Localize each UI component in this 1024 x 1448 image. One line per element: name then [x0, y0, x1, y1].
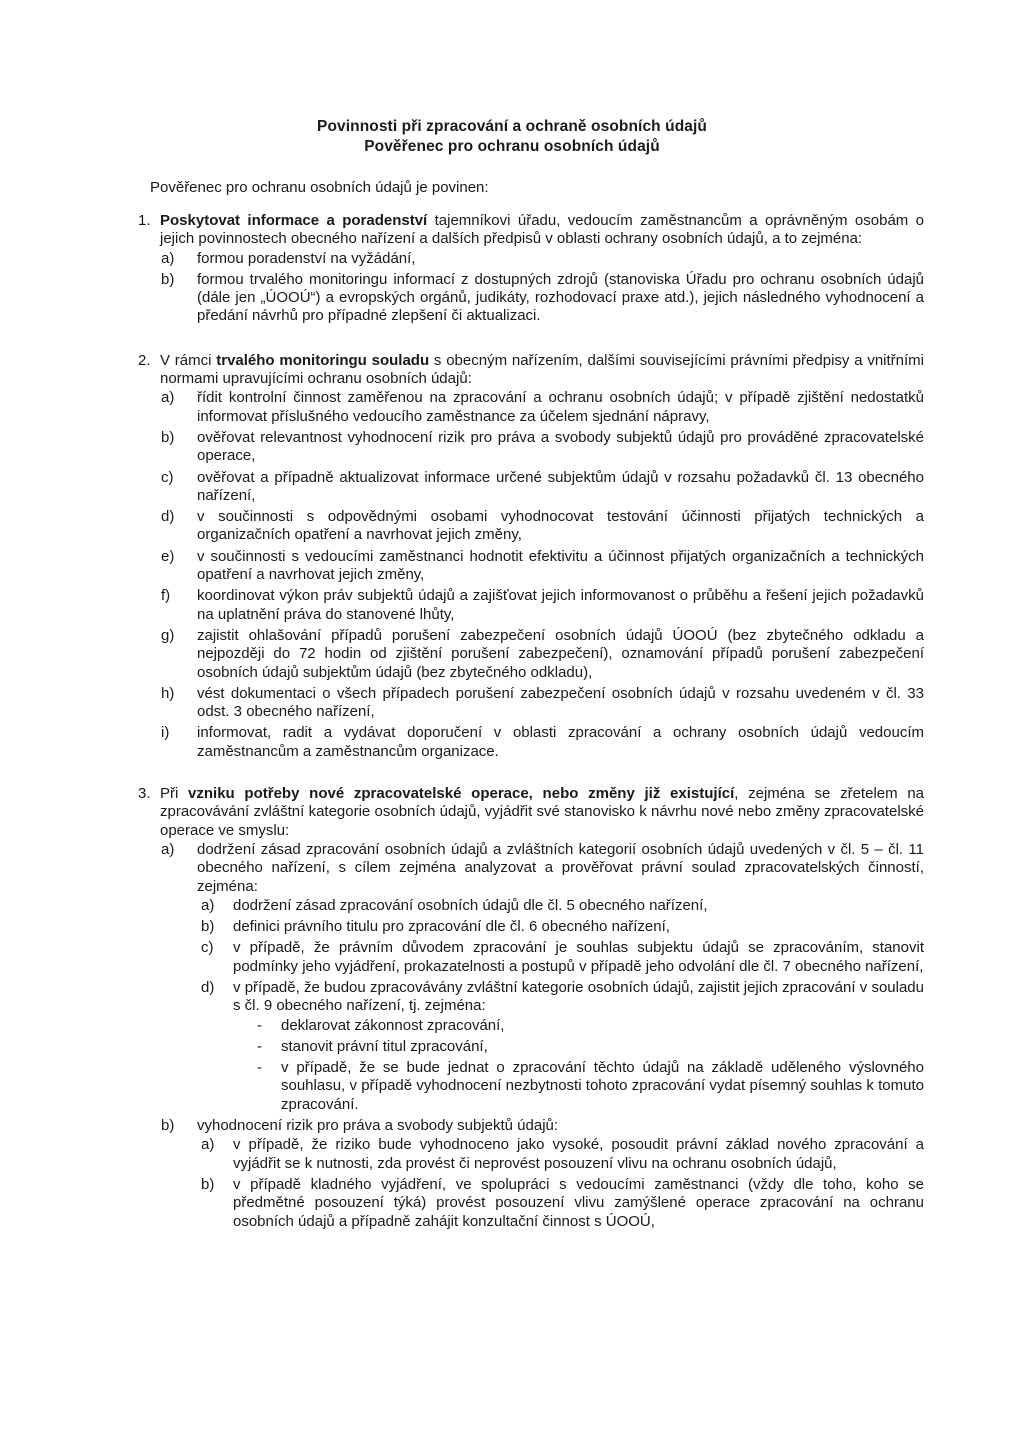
sublist-item — [200, 1136, 924, 1173]
sublist-item-label: a) — [201, 1136, 215, 1154]
list-item-label: f) — [161, 587, 171, 605]
dash-bullet: - — [257, 1016, 262, 1034]
dash-item — [241, 1038, 924, 1056]
list-item-text: formou trvalého monitoringu informací z dostupných zdrojů (stanoviska Úřadu pro ochranu osobních údajů (dále jen „ÚOOÚ“) a evropských orgánů, judikáty, rozhodovací praxe atd.), jejich následného vyhodnocení a předání návrhů pro případné zlepšení či aktualizaci. — [197, 270, 924, 325]
dash-item-text: deklarovat zákonnost zpracování, — [281, 1016, 505, 1034]
sublist-item-text: definici právního titulu pro zpracování dle čl. 6 obecného nařízení, — [233, 918, 670, 936]
section-text: tajemníkovi úřadu, vedoucím zaměstnancům a oprávněným osobám o jejich povinnostech obecného nařízení a dalších předpisů v oblasti ochrany osobních údajů, a to zejména: — [160, 212, 924, 248]
list-item — [160, 548, 924, 585]
list-item-text: ověřovat a případně aktualizovat informace určené subjektům údajů v rozsahu požadavků čl. 13 obecného nařízení, — [197, 468, 924, 504]
list-item — [160, 250, 924, 268]
sublist-item-text: v případě kladného vyjádření, ve spolupráci s vedoucími zaměstnanci (vždy dle toho, koho se předmětné posouzení týká) provést posouzení vlivu zamýšlené operace zpracování na ochranu osobních údajů a případně zahájit konzultační činnost s ÚOOÚ, — [233, 1175, 924, 1230]
list-item-text: ověřovat relevantnost vyhodnocení rizik pro práva a svobody subjektů údajů pro prováděné zpracovatelské operace, — [197, 428, 924, 465]
sublist-item-label: a) — [201, 896, 215, 914]
list-item — [160, 508, 924, 545]
list-item-text: formou poradenství na vyžádání, — [197, 249, 416, 267]
sublist-item-label: b) — [201, 1175, 215, 1193]
section-text: , zejména se zřetelem na zpracovávání zvláštní kategorie osobních údajů, vyjádřit své stanovisko k návrhu nové nebo změny zpracovatelské operace ve smyslu: — [160, 785, 925, 839]
list-item — [160, 469, 924, 506]
list-item — [160, 429, 924, 466]
list-item-text: řídit kontrolní činnost zaměřenou na zpracování a ochranu osobních údajů; v případě zjištění nedostatků informovat příslušného vedoucího zaměstnance za účelem sjednání nápravy, — [197, 389, 924, 425]
section-2-list — [160, 389, 924, 761]
section-bold-text: trvalého monitoringu souladu — [216, 351, 430, 369]
section-text: s obecným nařízením, dalšími souvisejícími právními předpisy a vnitřními normami upravujícími ochranu osobních údajů: — [160, 351, 924, 388]
list-item-label: a) — [161, 249, 175, 267]
list-item — [160, 271, 924, 326]
sublist-item-text: v případě, že budou zpracovávány zvláštní kategorie osobních údajů, zajistit jejich zpracování v souladu s čl. 9 obecného nařízení, tj. zejména: — [233, 978, 924, 1015]
list-item-label: b) — [161, 428, 175, 446]
section-2 — [138, 352, 924, 761]
sublist — [200, 1136, 924, 1230]
list-item-label: a) — [161, 840, 175, 858]
document-body — [138, 212, 924, 1234]
list-item-label: h) — [161, 684, 175, 702]
list-item — [160, 389, 924, 426]
list-item-text: v součinnosti s odpovědnými osobami vyhodnocovat testování účinnosti přijatých technických a organizačních opatření a navrhovat jejich změny, — [197, 508, 924, 544]
dash-item-text: stanovit právní titul zpracování, — [281, 1037, 488, 1055]
sublist-item — [200, 897, 924, 915]
section-3 — [138, 785, 924, 1231]
list-item-text: vyhodnocení rizik pro práva a svobody subjektů údajů: — [197, 1117, 559, 1135]
section-1-list — [160, 250, 924, 326]
section-bold-text: vzniku potřeby nové zpracovatelské operace, nebo změny již existující — [188, 785, 735, 803]
intro-text: Pověřenec pro ochranu osobních údajů je povinen: — [150, 179, 489, 196]
list-item — [160, 685, 924, 722]
list-item — [160, 587, 924, 624]
list-item — [160, 1117, 924, 1231]
section-text-prefix: Při — [160, 785, 189, 803]
sublist-item — [200, 939, 924, 976]
list-item-text: koordinovat výkon práv subjektů údajů a zajišťovat jejich informovanost o průběhu a řešení jejich požadavků na uplatnění práva do stanovené lhůty, — [197, 587, 924, 623]
sublist-item — [200, 979, 924, 1114]
dash-item — [241, 1017, 924, 1035]
dash-list — [241, 1017, 924, 1114]
section-number: 2. — [138, 351, 151, 369]
list-item-text: v součinnosti s vedoucími zaměstnanci hodnotit efektivitu a účinnost přijatých organizačních a technických opatření a navrhovat jejich změny, — [197, 547, 924, 584]
document-subtitle: Pověřenec pro ochranu osobních údajů — [364, 138, 660, 155]
section-text-prefix: V rámci — [160, 351, 217, 369]
list-item-label: e) — [161, 547, 175, 565]
section-3-list — [160, 841, 924, 1231]
list-item-text: vést dokumentaci o všech případech porušení zabezpečení osobních údajů v rozsahu uvedeném v čl. 33 odst. 3 obecného nařízení, — [197, 684, 924, 721]
dash-item — [241, 1059, 924, 1114]
section-number: 1. — [138, 212, 151, 229]
sublist-item-label: d) — [201, 978, 215, 996]
list-item-text: informovat, radit a vydávat doporučení v oblasti zpracování a ochrany osobních údajů vedoucím zaměstnancům a zaměstnancům organizace. — [197, 724, 924, 760]
section-1 — [138, 212, 924, 326]
list-item — [160, 627, 924, 682]
sublist-item-text: v případě, že právním důvodem zpracování je souhlas subjektu údajů se zpracováním, stanovit podmínky jeho vyjádření, prokazatelnosti a postupů v případě jeho odvolání dle čl. 7 obecného nařízení, — [233, 939, 924, 975]
list-item-label: g) — [161, 626, 175, 644]
list-item-text: zajistit ohlašování případů porušení zabezpečení osobních údajů ÚOOÚ (bez zbytečného odkladu a nejpozději do 72 hodin od zjištění porušení zabezpečení), oznamování případů porušení zabezpečení osobních údajů subjektům údajů (bez zbytečného odkladu), — [197, 626, 924, 681]
list-item-label: b) — [161, 1117, 175, 1135]
sublist-item — [200, 1176, 924, 1231]
dash-bullet: - — [257, 1059, 262, 1077]
document-title: Povinnosti při zpracování a ochraně osobních údajů — [317, 118, 707, 135]
dash-bullet: - — [257, 1037, 262, 1055]
list-item-label: a) — [161, 389, 175, 407]
sublist-item — [200, 918, 924, 936]
list-item — [160, 841, 924, 1114]
sublist-item-text: v případě, že riziko bude vyhodnoceno jako vysoké, posoudit právní základ nového zpracování a vyjádřit se k nutnosti, zda provést či neprovést posouzení vlivu na ochranu osobních údajů, — [233, 1136, 924, 1172]
list-item-label: d) — [161, 508, 175, 526]
sublist-item-text: dodržení zásad zpracování osobních údajů dle čl. 5 obecného nařízení, — [233, 896, 708, 914]
dash-item-text: v případě, že se bude jednat o zpracování těchto údajů na základě uděleného výslovného souhlasu, v případě vyhodnocení nezbytnosti tohoto zpracování vydat písemný souhlas k tomuto zpracování. — [281, 1059, 924, 1113]
sublist — [200, 897, 924, 1114]
list-item-text: dodržení zásad zpracování osobních údajů a zvláštních kategorií osobních údajů uvedených v čl. 5 – čl. 11 obecného nařízení, s cílem zejména analyzovat a prověřovat právní soulad zpracovatelských činností, zejména: — [197, 840, 924, 895]
sublist-item-label: c) — [201, 939, 214, 957]
section-bold-text: Poskytovat informace a poradenství — [160, 212, 428, 229]
list-item-label: i) — [161, 724, 170, 742]
section-number: 3. — [138, 785, 151, 803]
list-item-label: b) — [161, 270, 175, 288]
sublist-item-label: b) — [201, 918, 215, 936]
list-item — [160, 724, 924, 761]
list-item-label: c) — [161, 468, 174, 486]
